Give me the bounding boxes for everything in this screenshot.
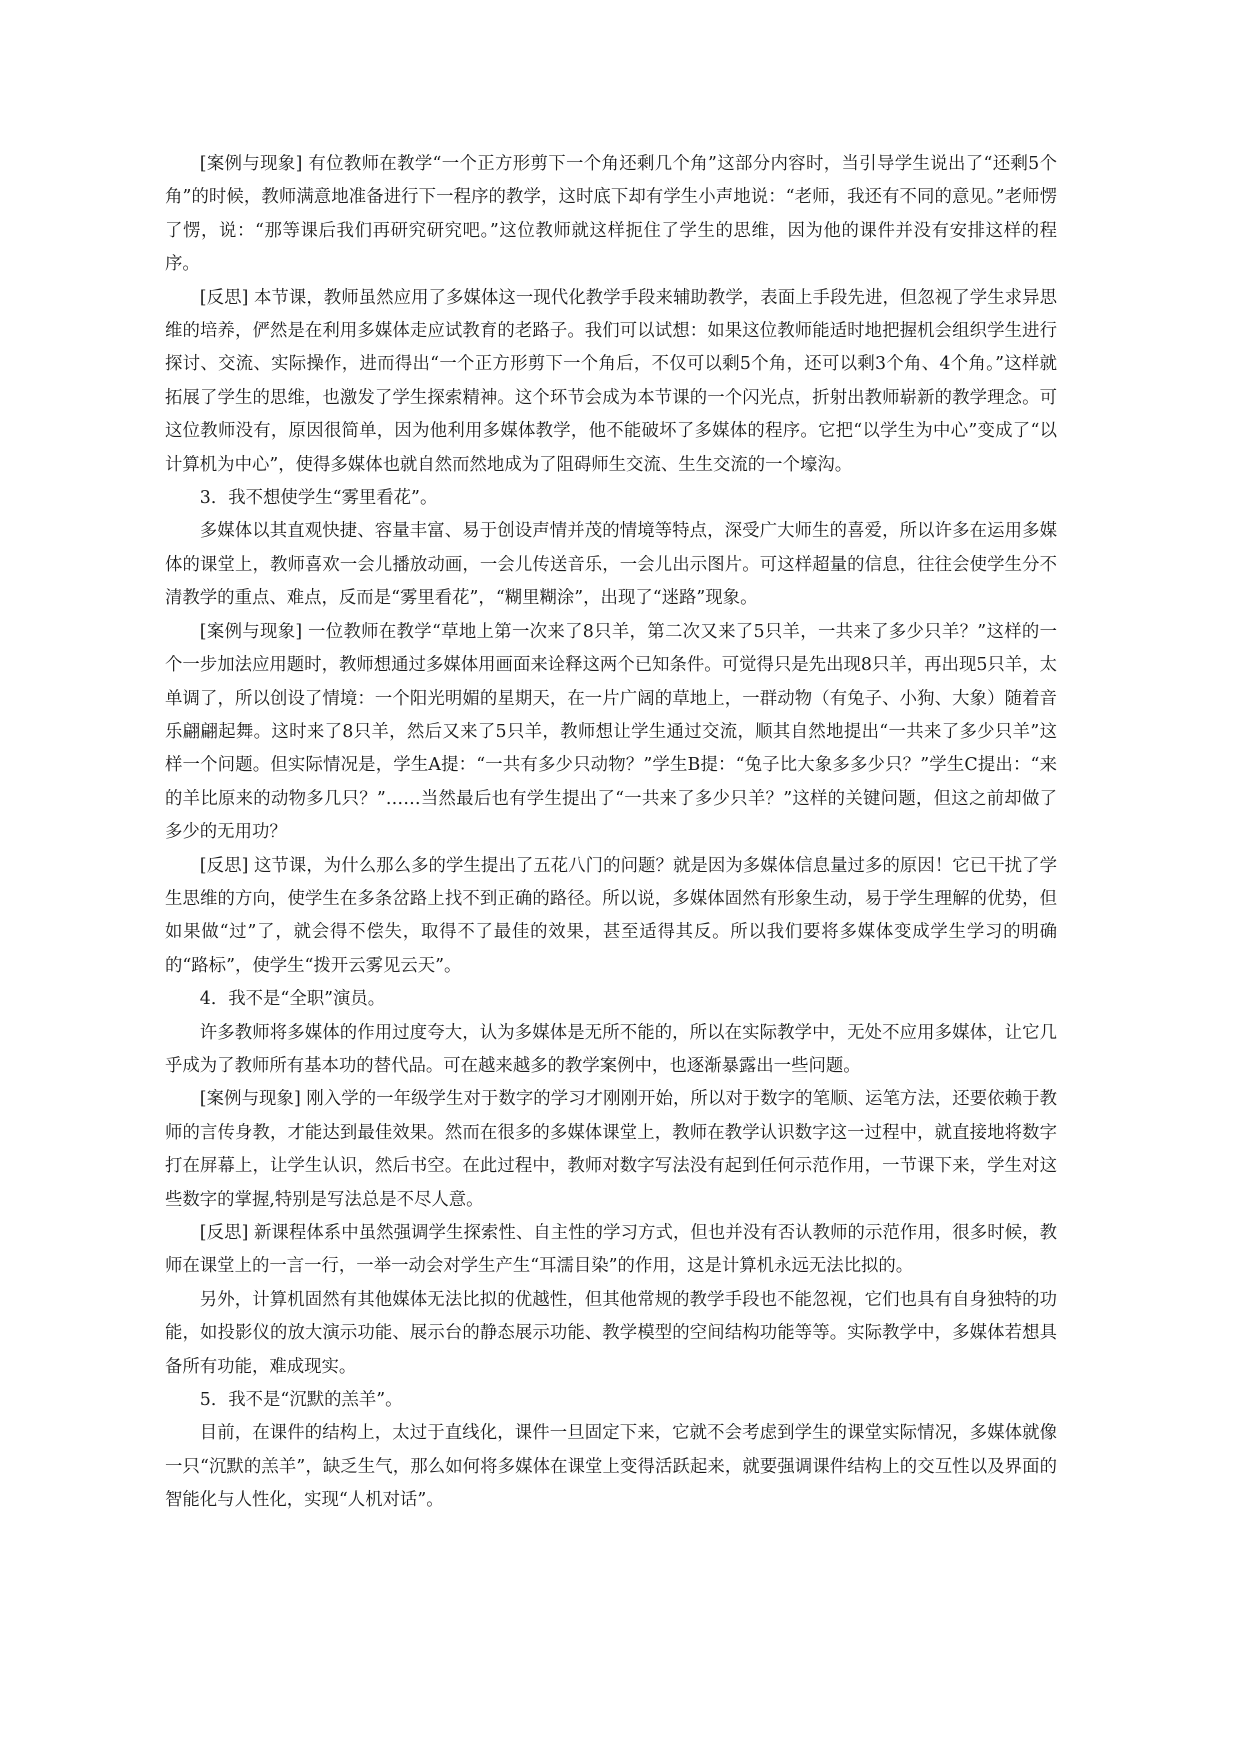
paragraph-intro-3: 多媒体以其直观快捷、容量丰富、易于创设声情并茂的情境等特点，深受广大师生的喜爱，所以许多在运用多媒体的课堂上，教师喜欢一会儿播放动画，一会儿传送音乐，一会儿出示图片。可这样超量的信息，往往会使学生分不清教学的重点、难点，反而是“雾里看花”，“糊里糊涂”，出现了“迷路”现象。 [165, 521, 1057, 609]
paragraph-reflection-1: [反思] 本节课，教师虽然应用了多媒体这一现代化教学手段来辅助教学，表面上手段先进，但忽视了学生求异思维的培养，俨然是在利用多媒体走应试教育的老路子。我们可以试想：如果这位教师能适时地把握机会组织学生进行探讨、交流、实际操作，进而得出“一个正方形剪下一个角后，不仅可以剩5个角，还可以剩3个角、4个角。”这样就拓展了学生的思维，也激发了学生探索精神。这个环节会成为本节课的一个闪光点，折射出教师崭新的教学理念。可这位教师没有，原因很简单，因为他利用多媒体教学，他不能破坏了多媒体的程序。它把“以学生为中心”变成了“以计算机为中心”，使得多媒体也就自然而然地成为了阻碍师生交流、生生交流的一个壕沟。 [165, 287, 1057, 475]
section-heading-4: 4．我不是“全职”演员。 [199, 989, 386, 1010]
paragraph-case-4: [案例与现象] 刚入学的一年级学生对于数字的学习才刚刚开始，所以对于数字的笔顺、运笔方法，还要依赖于教师的言传身教，才能达到最佳效果。然而在很多的多媒体课堂上，教师在教学认识数字这一过程中，就直接地将数字打在屏幕上，让学生认识，然后书空。在此过程中，教师对数字写法没有起到任何示范作用，一节课下来，学生对这些数字的掌握,特别是写法总是不尽人意。 [165, 1089, 1057, 1210]
paragraph-intro-5: 目前，在课件的结构上，太过于直线化，课件一旦固定下来，它就不会考虑到学生的课堂实际情况，多媒体就像一只“沉默的羔羊”，缺乏生气，那么如何将多媒体在课堂上变得活跃起来，就要强调课件结构上的交互性以及界面的智能化与人性化，实现“人机对话”。 [165, 1423, 1057, 1511]
document-body [165, 148, 1057, 1518]
section-heading-3: 3．我不想使学生“雾里看花”。 [199, 488, 438, 509]
paragraph-intro-4: 许多教师将多媒体的作用过度夸大，认为多媒体是无所不能的，所以在实际教学中，无处不应用多媒体，让它几乎成为了教师所有基本功的替代品。可在越来越多的教学案例中，也逐渐暴露出一些问题。 [165, 1022, 1057, 1076]
section-heading-5: 5．我不是“沉默的羔羊”。 [199, 1390, 403, 1411]
paragraph-additional-4: 另外，计算机固然有其他媒体无法比拟的优越性，但其他常规的教学手段也不能忽视，它们也具有自身独特的功能，如投影仪的放大演示功能、展示台的静态展示功能、教学模型的空间结构功能等等。实际教学中，多媒体若想具备所有功能，难成现实。 [165, 1289, 1057, 1377]
paragraph-reflection-4: [反思] 新课程体系中虽然强调学生探索性、自主性的学习方式，但也并没有否认教师的示范作用，很多时候，教师在课堂上的一言一行，一举一动会对学生产生“耳濡目染”的作用，这是计算机永远无法比拟的。 [165, 1223, 1057, 1277]
paragraph-case-1: [案例与现象] 有位教师在教学“一个正方形剪下一个角还剩几个角”这部分内容时，当引导学生说出了“还剩5个角”的时候，教师满意地准备进行下一程序的教学，这时底下却有学生小声地说：“老师，我还有不同的意见。”老师愣了愣，说：“那等课后我们再研究研究吧。”这位教师就这样扼住了学生的思维，因为他的课件并没有安排这样的程序。 [165, 154, 1057, 275]
paragraph-case-3: [案例与现象] 一位教师在教学“草地上第一次来了8只羊，第二次又来了5只羊，一共来了多少只羊？”这样的一个一步加法应用题时，教师想通过多媒体用画面来诠释这两个已知条件。可觉得只是先出现8只羊，再出现5只羊，太单调了，所以创设了情境：一个阳光明媚的星期天，在一片广阔的草地上，一群动物（有兔子、小狗、大象）随着音乐翩翩起舞。这时来了8只羊，然后又来了5只羊，教师想让学生通过交流，顺其自然地提出“一共来了多少只羊”这样一个问题。但实际情况是，学生A提：“一共有多少只动物？”学生B提：“兔子比大象多多少只？”学生C提出：“来的羊比原来的动物多几只？”……当然最后也有学生提出了“一共来了多少只羊？”这样的关键问题，但这之前却做了多少的无用功？ [165, 621, 1057, 843]
paragraph-reflection-3: [反思] 这节课，为什么那么多的学生提出了五花八门的问题？就是因为多媒体信息量过多的原因！它已干扰了学生思维的方向，使学生在多条岔路上找不到正确的路径。所以说，多媒体固然有形象生动，易于学生理解的优势，但如果做“过”了，就会得不偿失，取得不了最佳的效果，甚至适得其反。所以我们要将多媒体变成学生学习的明确的“路标”，使学生“拨开云雾见云天”。 [165, 855, 1057, 976]
